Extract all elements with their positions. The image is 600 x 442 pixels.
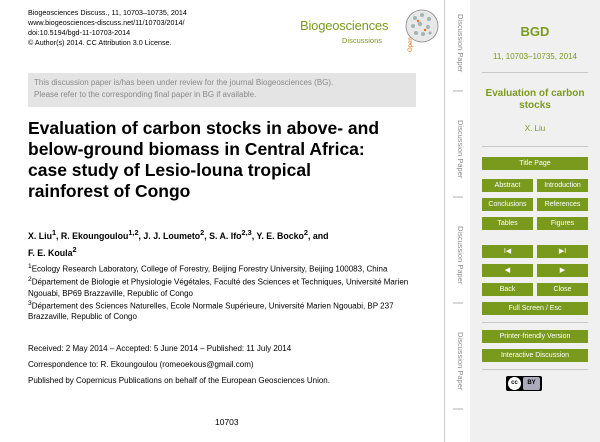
last-page-button[interactable]: ▶I	[537, 245, 588, 258]
correspondence: Correspondence to: R. Ekoungoulou (romeoekous@gmail.com)	[28, 360, 254, 369]
introduction-button[interactable]: Introduction	[537, 179, 588, 192]
globe-logo-icon	[400, 2, 440, 50]
close-button[interactable]: Close	[537, 283, 588, 296]
author-name: X. Liu	[28, 230, 52, 241]
affiliation-sup: 1	[28, 263, 32, 270]
logo-name: Biogeosciences	[300, 18, 389, 33]
author-name: , S. A. Ifo	[204, 230, 242, 241]
references-button[interactable]: References	[537, 198, 588, 211]
logo-sub: Discussions	[342, 36, 383, 45]
journal-license: © Author(s) 2014. CC Attribution 3.0 License.	[28, 38, 172, 47]
author-affiliation-sup: 2	[303, 228, 308, 237]
author-conjunction: , and	[307, 230, 329, 241]
author-name: , Y. E. Bocko	[251, 230, 304, 241]
cc-license-badge[interactable]	[506, 376, 542, 391]
figures-button[interactable]: Figures	[537, 217, 588, 230]
publisher: Published by Copernicus Publications on behalf of the European Geosciences Union.	[28, 376, 330, 385]
margin-divider	[444, 0, 445, 442]
first-page-button[interactable]: I◀	[482, 245, 533, 258]
paper-title	[28, 118, 420, 202]
margin-label: Discussion Paper	[456, 14, 465, 73]
affiliation-text: Département des Sciences Naturelles, Ecole Normale Supérieure, Université Marien Ngouabi, BP 237 Brazzaville, Republic of Congo	[28, 301, 394, 322]
margin-divider-bar	[453, 302, 463, 304]
title-line: Evaluation of carbon stocks in above- and	[28, 118, 380, 138]
journal-url[interactable]: www.biogeosciences-discuss.net/11/10703/2014/	[28, 18, 185, 27]
by-icon: BY	[523, 377, 540, 390]
margin-divider-bar	[453, 90, 463, 92]
sidebar-author: X. Liu	[524, 124, 546, 133]
author-affiliation-sup: 1,2	[128, 228, 139, 237]
publication-info	[28, 344, 420, 392]
author-name: , R. Ekoungoulou	[56, 230, 129, 241]
author-name: F. E. Koula	[28, 247, 73, 258]
journal-metadata	[28, 8, 187, 48]
author-affiliation-sup: 2	[72, 244, 77, 254]
journal-abbrev: BGD	[520, 24, 550, 39]
author-affiliation-sup: 2,3	[241, 228, 252, 237]
title-line: below-ground biomass in Central Africa:	[28, 139, 365, 159]
notice-line-1: This discussion paper is/has been under review for the journal Biogeosciences (BG).	[34, 78, 334, 87]
dates: Received: 2 May 2014 – Accepted: 5 June 2014 – Published: 11 July 2014	[28, 344, 292, 353]
journal-line: Biogeosciences Discuss., 11, 10703–10735, 2014	[28, 8, 187, 17]
next-page-button[interactable]: ▶	[537, 264, 588, 277]
author-list	[28, 226, 420, 260]
notice-line-2: Please refer to the corresponding final paper in BG if available.	[34, 90, 257, 99]
review-notice	[28, 73, 416, 107]
affiliation-sup: 2	[28, 276, 32, 284]
sidebar-paper-title: Evaluation of carbon stocks	[485, 88, 585, 111]
margin-label: Discussion Paper	[456, 120, 465, 179]
affiliation-text: Département de Biologie et Physiologie Végétales, Faculté des Sciences et Techniques, Université Marien Ngouabi, BP69 Brazzaville, Republic of Congo	[28, 277, 409, 298]
previous-page-button[interactable]: ◀	[482, 264, 533, 277]
margin-label: Discussion Paper	[456, 332, 465, 391]
affiliation-item	[28, 299, 420, 323]
sidebar-divider	[482, 369, 588, 370]
margin-label: Discussion Paper	[456, 226, 465, 285]
printer-friendly-button[interactable]: Printer-friendly Version	[482, 330, 588, 343]
title-line: case study of Lesio-louna tropical	[28, 160, 311, 180]
title-page-button[interactable]: Title Page	[482, 157, 588, 170]
author-affiliation-sup: 1	[51, 228, 57, 237]
conclusions-button[interactable]: Conclusions	[482, 198, 533, 211]
abstract-button[interactable]: Abstract	[482, 179, 533, 192]
margin-divider-bar	[453, 408, 463, 410]
discussion-paper-margin	[450, 0, 466, 442]
title-line: rainforest of Congo	[28, 181, 191, 201]
page-number: 10703	[215, 417, 239, 427]
affiliation-item	[28, 262, 420, 275]
author-affiliation-sup: 2	[200, 228, 205, 237]
author-name: , J. J. Loumeto	[138, 230, 201, 241]
cc-icon: cc	[508, 377, 521, 390]
full-screen-button[interactable]: Full Screen / Esc	[482, 302, 588, 315]
affiliation-sup: 3	[28, 300, 32, 308]
sidebar-divider	[482, 146, 588, 147]
affiliation-text: Ecology Research Laboratory, College of Forestry, Beijing Forestry University, Beijing 100083, China	[31, 264, 388, 274]
journal-doi: doi:10.5194/bgd-11-10703-2014	[28, 28, 131, 37]
tables-button[interactable]: Tables	[482, 217, 533, 230]
back-button[interactable]: Back	[482, 283, 533, 296]
interactive-discussion-button[interactable]: Interactive Discussion	[482, 349, 588, 362]
affiliation-item	[28, 275, 420, 299]
journal-reference: 11, 10703–10735, 2014	[493, 52, 577, 61]
sidebar-divider	[482, 322, 588, 323]
sidebar-divider	[482, 72, 588, 73]
navigation-sidebar	[470, 0, 600, 442]
affiliations	[28, 262, 420, 323]
margin-divider-bar	[453, 196, 463, 198]
